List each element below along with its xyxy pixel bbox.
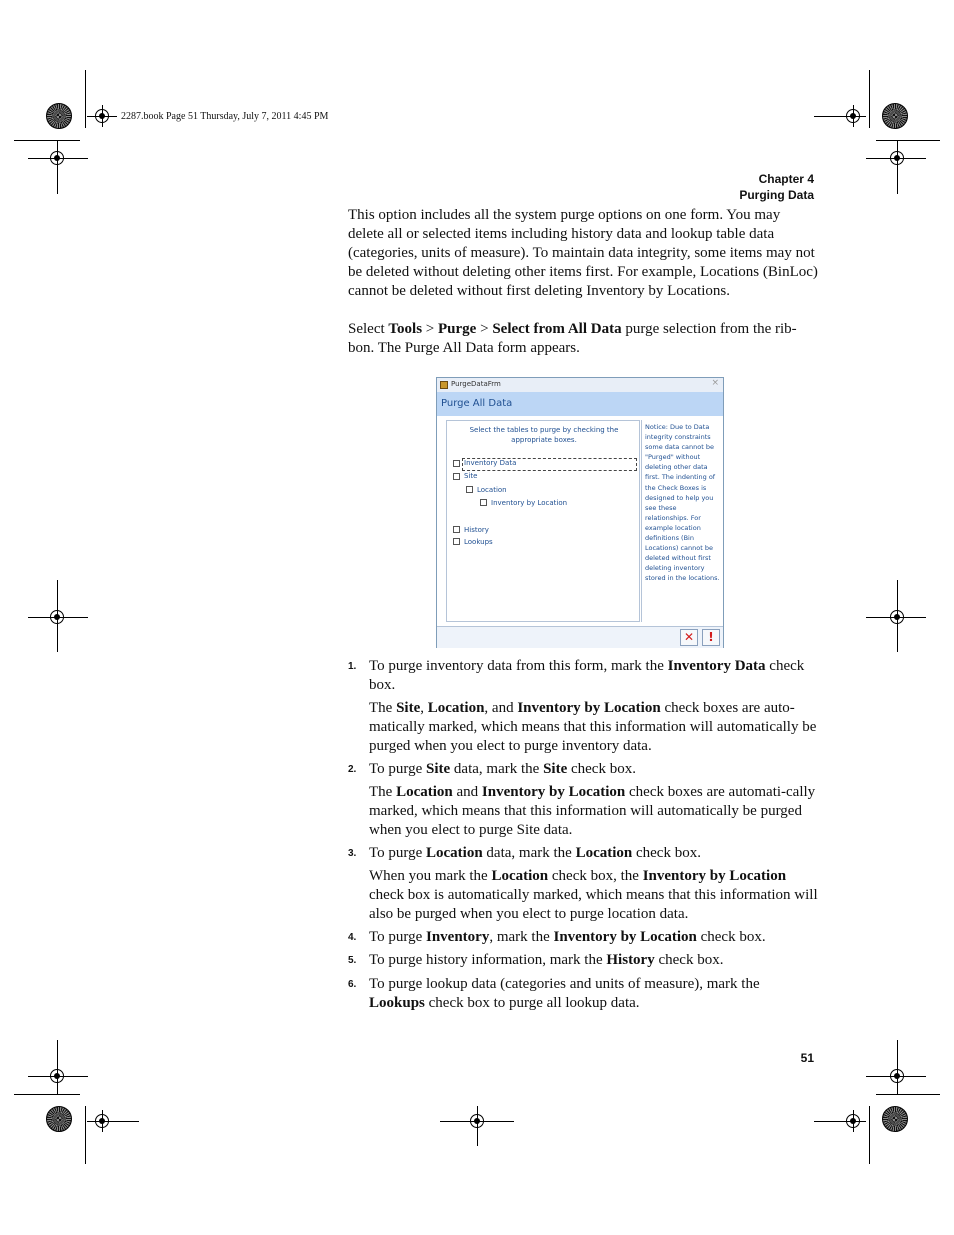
menu-path-select-all: Select from All Data: [492, 321, 622, 337]
text: To purge lookup data (categories and units of measure), mark the: [369, 976, 760, 992]
bold-term: Inventory by Location: [642, 868, 787, 884]
step-text: [369, 844, 819, 863]
integrity-notice: Notice: Due to Data integrity constraints some data cannot be "Purged" without deleting other data first. The indenting of the Check Boxes is designed to help you see these relationships. For example location definitions (Bin Locations) cannot be deleted without first deleting inventory stored in the locations.: [645, 423, 720, 583]
registration-starburst-icon: [882, 1106, 908, 1132]
step-text: [369, 951, 819, 970]
text: check box.: [654, 952, 724, 968]
step-number: 6.: [348, 979, 357, 990]
form-title-bar: [437, 378, 723, 392]
bold-term: Site: [426, 761, 451, 777]
lookups-label: Lookups: [464, 538, 493, 546]
bold-term: Location: [396, 784, 453, 800]
cancel-button[interactable]: ✕: [680, 629, 698, 646]
bold-term: Site: [543, 761, 568, 777]
bold-term: Site: [396, 700, 421, 716]
selection-instruction: Select the tables to purge by checking the appropriate boxes.: [469, 426, 619, 444]
registration-starburst-icon: [46, 103, 72, 129]
text: The: [369, 784, 397, 800]
step-note: [369, 867, 819, 924]
bold-term: Inventory by Location: [481, 784, 626, 800]
location-checkbox[interactable]: [466, 486, 473, 493]
text: >: [476, 321, 493, 337]
text: To purge history information, mark the: [369, 952, 607, 968]
step-text: [369, 760, 819, 779]
text: , and: [484, 700, 518, 716]
text: check boxes are automati-cally marked, which means that this information will automatically be purged when you elect to purge Site data.: [369, 784, 816, 838]
site-checkbox[interactable]: [453, 473, 460, 480]
select-instruction: [348, 320, 818, 358]
text: check box.: [632, 845, 701, 861]
bold-term: Lookups: [369, 995, 425, 1011]
step-note: [369, 783, 819, 840]
inventory-data-label: Inventory Data: [464, 459, 517, 467]
registration-starburst-icon: [882, 103, 908, 129]
step-number: 3.: [348, 848, 357, 859]
text: check box.: [369, 658, 805, 693]
text: ,: [420, 700, 428, 716]
step-text: [369, 657, 819, 695]
text: To purge inventory data from this form, mark the: [369, 658, 668, 674]
close-icon[interactable]: ×: [711, 378, 719, 388]
text: When you mark the: [369, 868, 492, 884]
text: To purge: [369, 929, 426, 945]
history-label: History: [464, 526, 489, 534]
lookups-checkbox[interactable]: [453, 538, 460, 545]
step-number: 2.: [348, 764, 357, 775]
text: purge selection from the rib-bon. The Purge All Data form appears.: [348, 321, 797, 356]
step-number: 1.: [348, 661, 357, 672]
text: The: [369, 700, 397, 716]
print-slug: 2287.book Page 51 Thursday, July 7, 2011 4:45 PM: [121, 111, 329, 122]
registration-starburst-icon: [46, 1106, 72, 1132]
section-label: Purging Data: [739, 188, 814, 202]
step-note: [369, 699, 819, 756]
panel-divider: [641, 420, 642, 622]
site-label: Site: [464, 472, 478, 480]
step-number: 5.: [348, 955, 357, 966]
purge-all-data-form: [436, 377, 724, 648]
text: To purge: [369, 845, 426, 861]
intro-paragraph: This option includes all the system purge options on one form. You may delete all or selected items including history data and lookup table data (categories, units of measure). To maintain data integrity, some items may not be deleted without deleting other items first. For example, Locations (BinLoc) cannot be deleted without first deleting Inventory by Locations.: [348, 207, 818, 299]
form-app-icon: [440, 381, 448, 389]
form-banner: [437, 392, 723, 416]
purge-button[interactable]: !: [702, 629, 720, 646]
table-selection-panel: [446, 420, 640, 622]
text: check box is automatically marked, which means that this information will also be purged when you elect to purge location data.: [369, 887, 818, 922]
bold-term: History: [606, 952, 655, 968]
bold-term: Inventory Data: [667, 658, 766, 674]
text: and: [452, 784, 482, 800]
step-number: 4.: [348, 932, 357, 943]
text: To purge: [369, 761, 426, 777]
menu-path-tools: Tools: [388, 321, 423, 337]
bold-term: Inventory by Location: [553, 929, 697, 945]
text: Select: [348, 321, 389, 337]
text: check box.: [696, 929, 766, 945]
location-label: Location: [477, 486, 507, 494]
form-footer: [437, 626, 723, 648]
menu-path-purge: Purge: [438, 321, 477, 337]
page-number: 51: [800, 1051, 814, 1065]
text: check boxes are auto-matically marked, which means that this information will automatically be purged when you elect to purge inventory data.: [369, 700, 817, 754]
bold-term: Inventory by Location: [517, 700, 661, 716]
inventory-by-location-checkbox[interactable]: [480, 499, 487, 506]
text: data, mark the: [482, 845, 576, 861]
text: , mark the: [489, 929, 554, 945]
text: data, mark the: [450, 761, 544, 777]
inventory-by-location-label: Inventory by Location: [491, 499, 568, 507]
step-text: [369, 975, 819, 1013]
inventory-data-checkbox[interactable]: [453, 460, 460, 467]
text: >: [422, 321, 439, 337]
bold-term: Location: [575, 845, 633, 861]
bold-term: Location: [491, 868, 549, 884]
form-heading: Purge All Data: [441, 398, 513, 409]
history-checkbox[interactable]: [453, 526, 460, 533]
text: check box to purge all lookup data.: [424, 995, 640, 1011]
bold-term: Location: [427, 700, 485, 716]
step-text: [369, 928, 819, 947]
text: check box.: [567, 761, 636, 777]
bold-term: Inventory: [426, 929, 490, 945]
form-window-title: PurgeDataFrm: [451, 380, 501, 388]
text: check box, the: [548, 868, 643, 884]
bold-term: Location: [426, 845, 483, 861]
chapter-label: Chapter 4: [758, 172, 814, 186]
